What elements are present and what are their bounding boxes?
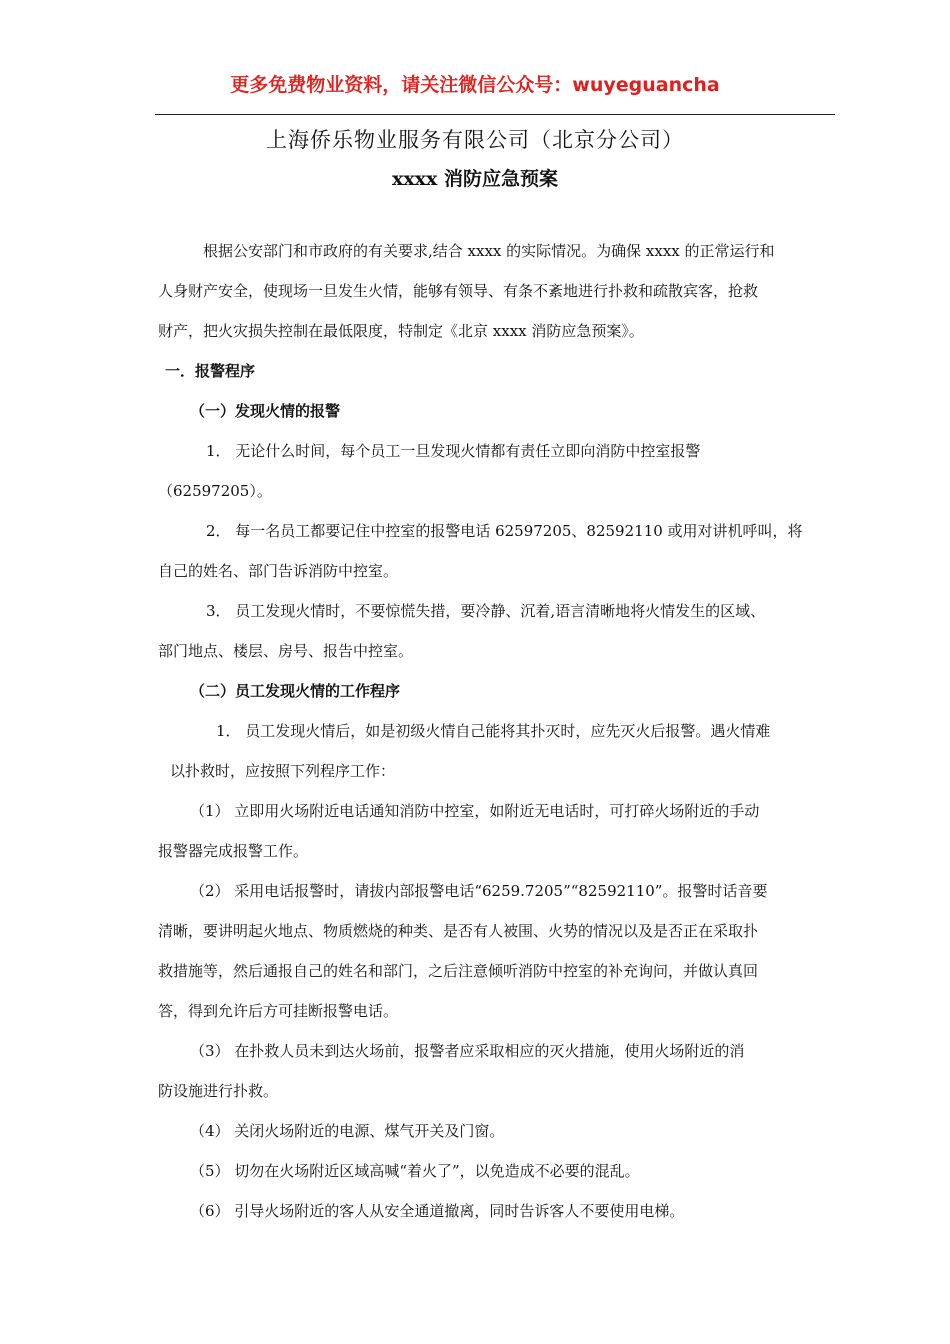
step-2-line-1: （2） 采用电话报警时，请拔内部报警电话“6259.7205”“82592110”。报警时话音要 [190,882,768,900]
subsection-heading-1: （一）发现火情的报警 [190,402,341,420]
subsection-heading-2: （二）员工发现火情的工作程序 [190,682,401,700]
step-6-line: （6） 引导火场附近的客人从安全通道撤离，同时告诉客人不要使用电梯。 [190,1202,685,1220]
step-5-line: （5） 切勿在火场附近区域高喊“着火了”，以免造成不必要的混乱。 [190,1162,640,1180]
document-title: xxxx 消防应急预案 [392,168,558,190]
procedure-1-line-1: 1． 员工发现火情后，如是初级火情自己能将其扑灭时，应先灭火后报警。遇火情难 [216,722,771,740]
item-2-line-2: 自己的姓名、部门告诉消防中控室。 [158,562,399,580]
company-name: 上海侨乐物业服务有限公司（北京分公司） [266,128,684,152]
item-2-line-1: 2． 每一名员工都要记住中控室的报警电话 62597205、82592110 或用对讲机呼叫，将 [206,522,803,540]
section-heading-1: 一．报警程序 [165,362,256,380]
promo-banner: 更多免费物业资料，请关注微信公众号：wuyeguancha [230,74,720,96]
item-3-line-2: 部门地点、楼层、房号、报告中控室。 [158,642,414,660]
step-1-line-2: 报警器完成报警工作。 [158,842,309,860]
step-1-line-1: （1） 立即用火场附近电话通知消防中控室，如附近无电话时，可打碎火场附近的手动 [190,802,760,820]
step-2-line-4: 答，得到允许后方可挂断报警电话。 [158,1002,399,1020]
step-3-line-2: 防设施进行扑救。 [158,1082,279,1100]
item-1-line-2: （62597205）。 [158,482,272,500]
item-3-line-1: 3． 员工发现火情时，不要惊慌失措，要冷静、沉着,语言清晰地将火情发生的区域、 [206,602,766,620]
intro-line-2: 人身财产安全，使现场一旦发生火情，能够有领导、有条不紊地进行扑救和疏散宾客，抢救 [158,282,759,300]
header-divider [155,114,835,115]
step-2-line-3: 救措施等，然后通报自己的姓名和部门，之后注意倾听消防中控室的补充询问，并做认真回 [158,962,759,980]
step-2-line-2: 清晰，要讲明起火地点、物质燃烧的种类、是否有人被围、火势的情况以及是否正在采取扑 [158,922,759,940]
step-3-line-1: （3） 在扑救人员未到达火场前，报警者应采取相应的灭火措施，使用火场附近的消 [190,1042,745,1060]
intro-line-1: 根据公安部门和市政府的有关要求,结合 xxxx 的实际情况。为确保 xxxx 的正常运行和 [203,242,775,260]
item-1-line-1: 1． 无论什么时间，每个员工一旦发现火情都有责任立即向消防中控室报警 [206,442,701,460]
intro-line-3: 财产，把火灾损失控制在最低限度，特制定《北京 xxxx 消防应急预案》。 [158,322,644,340]
step-4-line: （4） 关闭火场附近的电源、煤气开关及门窗。 [190,1122,505,1140]
procedure-1-line-2: 以扑救时，应按照下列程序工作： [170,762,396,780]
